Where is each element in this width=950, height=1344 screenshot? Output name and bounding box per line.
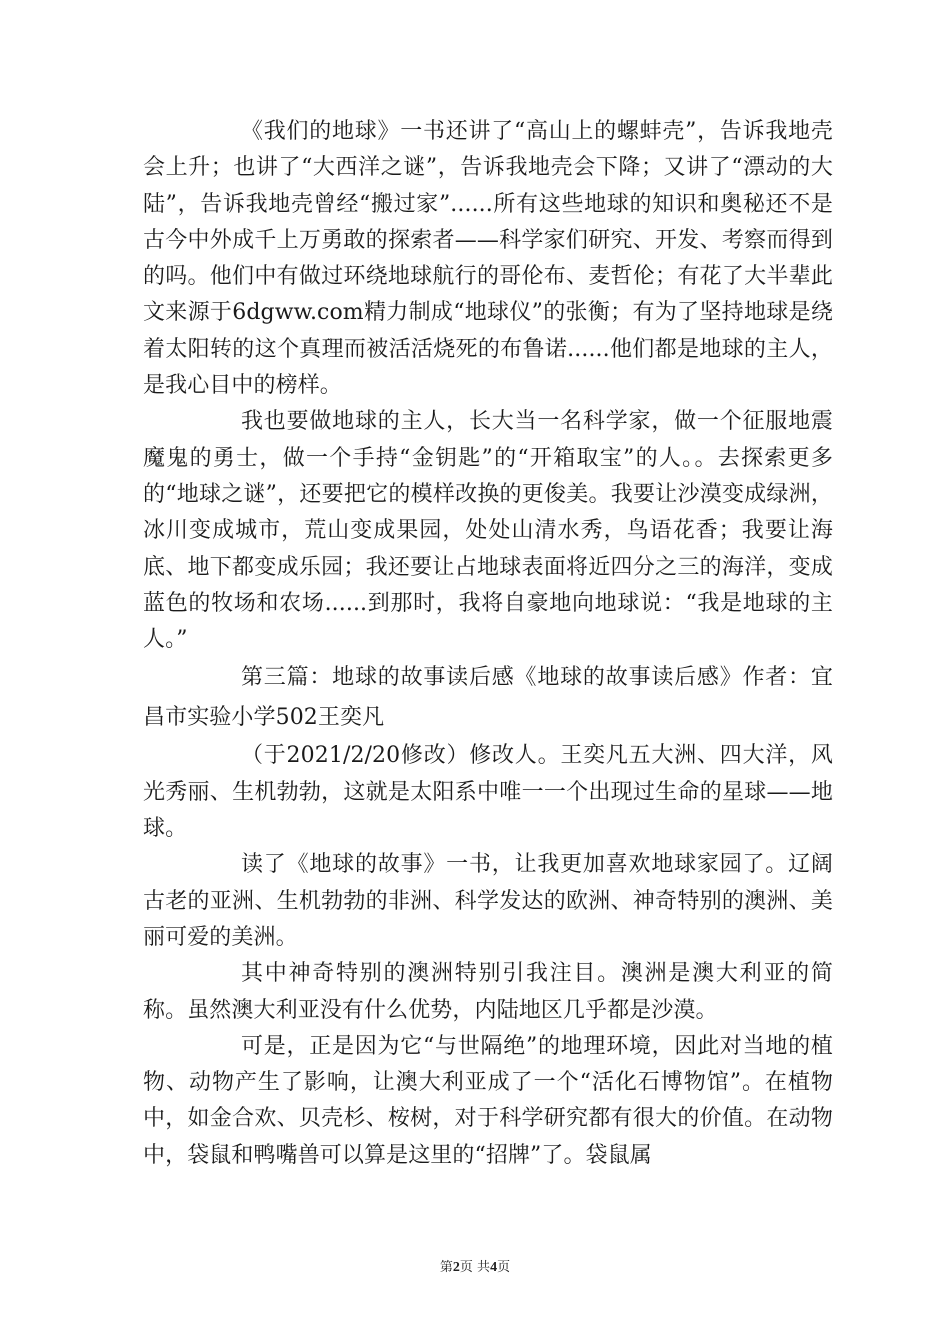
footer-current-page: 2 (452, 1260, 460, 1275)
paragraph-third-article-title: 第三篇：地球的故事读后感《地球的故事读后感》作者：宜昌市实验小学502王奕凡 (143, 665, 833, 731)
paragraph-earth-book: 《我们的地球》一书还讲了“高山上的螺蚌壳”，告诉我地壳会上升；也讲了“大西洋之谜”，告诉我地壳会下降；又讲了“漂动的大陆”，告诉我地壳曾经“搬过家”......所有这些地球的知识和奥秘还不是古今中外成千上万勇敢的探索者——科学家们研究、开发、考察而得到的吗。他们中有做过环绕地球航行的哥伦布、麦哲伦；有花了大半辈此文来源于6dgww.com精力制成“地球仪”的张衡；有为了坚持地球是绕着太阳转的这个真理而被活活烧死的布鲁诺......他们都是地球的主人，是我心目中的榜样。 (143, 119, 833, 399)
document-body (143, 114, 833, 1174)
paragraph-australia-intro: 其中神奇特别的澳洲特别引我注目。澳洲是澳大利亚的简称。虽然澳大利亚没有什么优势，内陆地区几乎都是沙漠。 (143, 961, 833, 1023)
paragraph-earth-master: 我也要做地球的主人，长大当一名科学家，做一个征服地震魔鬼的勇士，做一个手持“金钥匙”的“开箱取宝”的人。。去探索更多的“地球之谜”，还要把它的模样改换的更俊美。我要让沙漠变成绿洲，冰川变成城市，荒山变成果园，处处山清水秀，鸟语花香；我要让海底、地下都变成乐园；我还要让占地球表面将近四分之三的海洋，变成蓝色的牧场和农场......到那时，我将自豪地向地球说：“我是地球的主人。” (143, 409, 833, 653)
footer-middle: 页 共 (459, 1260, 491, 1275)
footer-total-pages: 4 (490, 1260, 498, 1275)
paragraph-earth-story: 读了《地球的故事》一书，让我更加喜欢地球家园了。辽阔古老的亚洲、生机勃勃的非洲、科学发达的欧洲、神奇特别的澳洲、美丽可爱的美洲。 (143, 852, 833, 950)
footer-prefix: 第 (439, 1260, 453, 1275)
page-footer (0, 1260, 950, 1276)
footer-suffix: 页 (497, 1260, 511, 1275)
paragraph-australia-nature: 可是，正是因为它“与世隔绝”的地理环境，因此对当地的植物、动物产生了影响，让澳大利亚成了一个“活化石博物馆”。在植物中，如金合欢、贝壳杉、桉树，对于科学研究都有很大的价值。在动物中，袋鼠和鸭嘴兽可以算是这里的“招牌”了。袋鼠属 (143, 1033, 833, 1168)
paragraph-revision-intro: （于2021/2/20修改）修改人。王奕凡五大洲、四大洋，风光秀丽、生机勃勃，这就是太阳系中唯一一个出现过生命的星球——地球。 (143, 743, 833, 842)
